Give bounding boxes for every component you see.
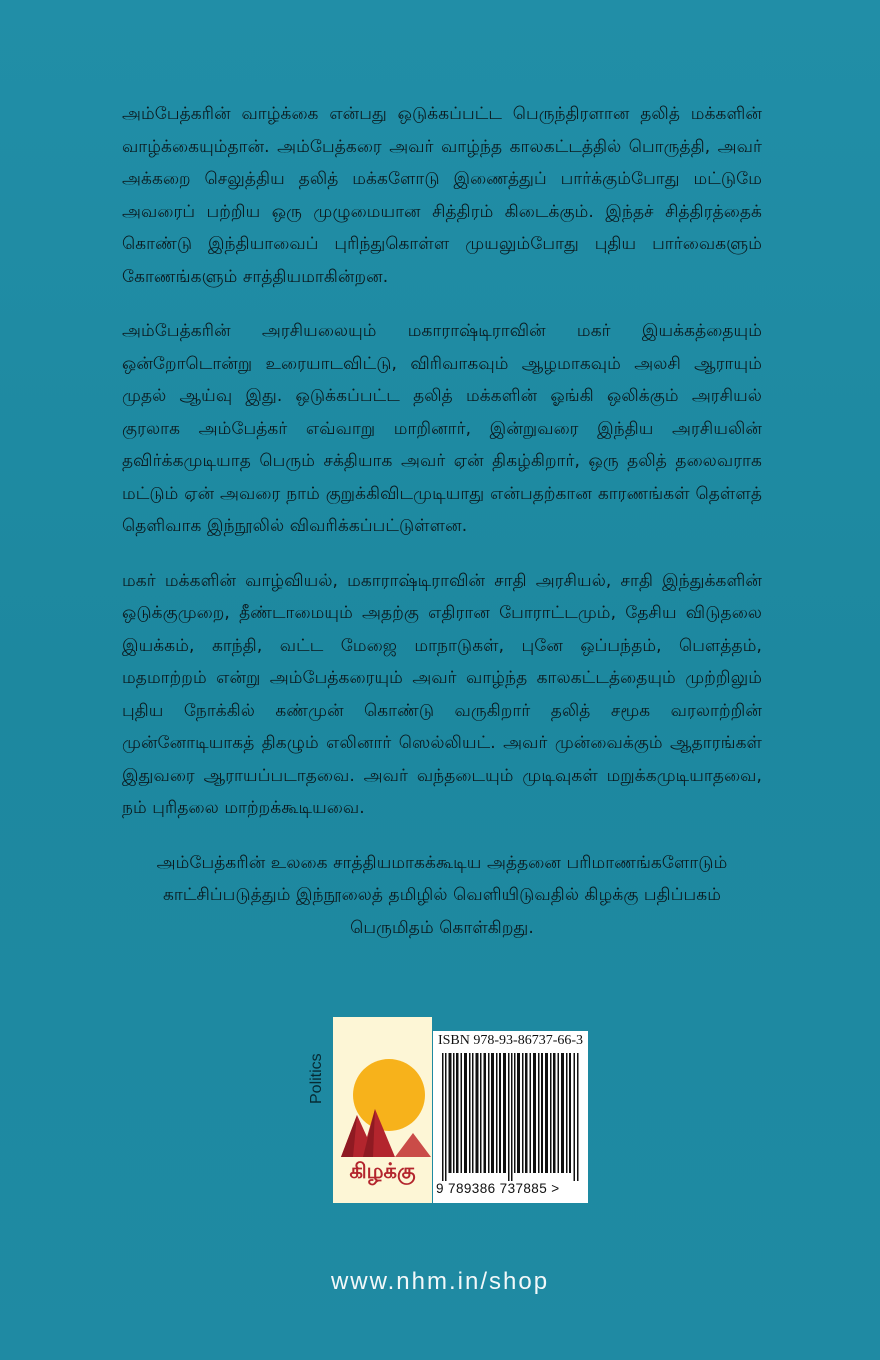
category-label: Politics (308, 1053, 325, 1104)
blurb-paragraph-1: அம்பேத்கரின் வாழ்க்கை என்பது ஒடுக்கப்பட்ட பெருந்திரளான தலித் மக்களின் வாழ்க்கையும்தான். அம்பேத்கரை அவர் வாழ்ந்த காலகட்டத்தில் பொருத்தி, அவர் அக்கறை செலுத்திய தலித் மக்களோடு இணைத்துப் பார்க்கும்போது மட்டுமே அவரைப் பற்றிய ஒரு முழுமையான சித்திரம் கிடைக்கும். இந்தச் சித்திரத்தைக் கொண்டு இந்தியாவைப் புரிந்துகொள்ள முயலும்போது புதிய பார்வைகளும் கோணங்களும் சாத்தியமாகின்றன. (122, 104, 762, 287)
blurb-text (122, 98, 762, 966)
publisher-logo-text: கிழக்கு (349, 1159, 416, 1183)
publisher-url[interactable]: www.nhm.in/shop (330, 1268, 550, 1295)
publisher-logo (333, 1017, 432, 1203)
barcode-bars (442, 1053, 579, 1181)
blurb-paragraph-2: அம்பேத்கரின் அரசியலையும் மகாராஷ்டிராவின் மகர் இயக்கத்தையும் ஒன்றோடொன்று உரையாடவிட்டு, விரிவாகவும் ஆழமாகவும் அலசி ஆராயும் முதல் ஆய்வு இது. ஒடுக்கப்பட்ட தலித் மக்களின் ஓங்கி ஒலிக்கும் அரசியல் குரலாக அம்பேத்கர் எவ்வாறு மாறினார், இன்றுவரை இந்திய அரசியலின் தவிர்க்கமுடியாத பெரும் சக்தியாக அவர் ஏன் திகழ்கிறார், ஒரு தலித் தலைவராக மட்டும் ஏன் அவரை நாம் குறுக்கிவிடமுடியாது என்பதற்கான காரணங்கள் தெள்ளத் தெளிவாக இந்நூலில் விவரிக்கப்பட்டுள்ளன. (122, 321, 762, 536)
barcode-digits: 9 789386 737885 > (436, 1181, 560, 1196)
isbn-label: ISBN 978-93-86737-66-3 (437, 1033, 584, 1048)
blurb-paragraph-4: அம்பேத்கரின் உலகை சாத்தியமாகக்கூடிய அத்தனை பரிமாணங்களோடும் காட்சிப்படுத்தும் இந்நூலைத் தமிழில் வெளியிடுவதில் கிழக்கு பதிப்பகம் பெருமிதம் கொள்கிறது. (156, 852, 728, 938)
blurb-paragraph-3: மகர் மக்களின் வாழ்வியல், மகாராஷ்டிராவின் சாதி அரசியல், சாதி இந்துக்களின் ஒடுக்குமுறை, தீண்டாமையும் அதற்கு எதிரான போராட்டமும், தேசிய விடுதலை இயக்கம், காந்தி, வட்ட மேஜை மாநாடுகள், புனே ஒப்பந்தம், பௌத்தம், மதமாற்றம் என்று அம்பேத்கரையும் அவர் வாழ்ந்த காலகட்டத்தையும் முற்றிலும் புதிய நோக்கில் கண்முன் கொண்டு வருகிறார் தலித் சமூக வரலாற்றின் முன்னோடியாகத் திகழும் எலினார் ஸெல்லியட். அவர் முன்வைக்கும் ஆதாரங்கள் இதுவரை ஆராயப்படாதவை. அவர் வந்தடையும் முடிவுகள் மறுக்கமுடியாதவை, நம் புரிதலை மாற்றக்கூடியவை. (122, 570, 762, 818)
